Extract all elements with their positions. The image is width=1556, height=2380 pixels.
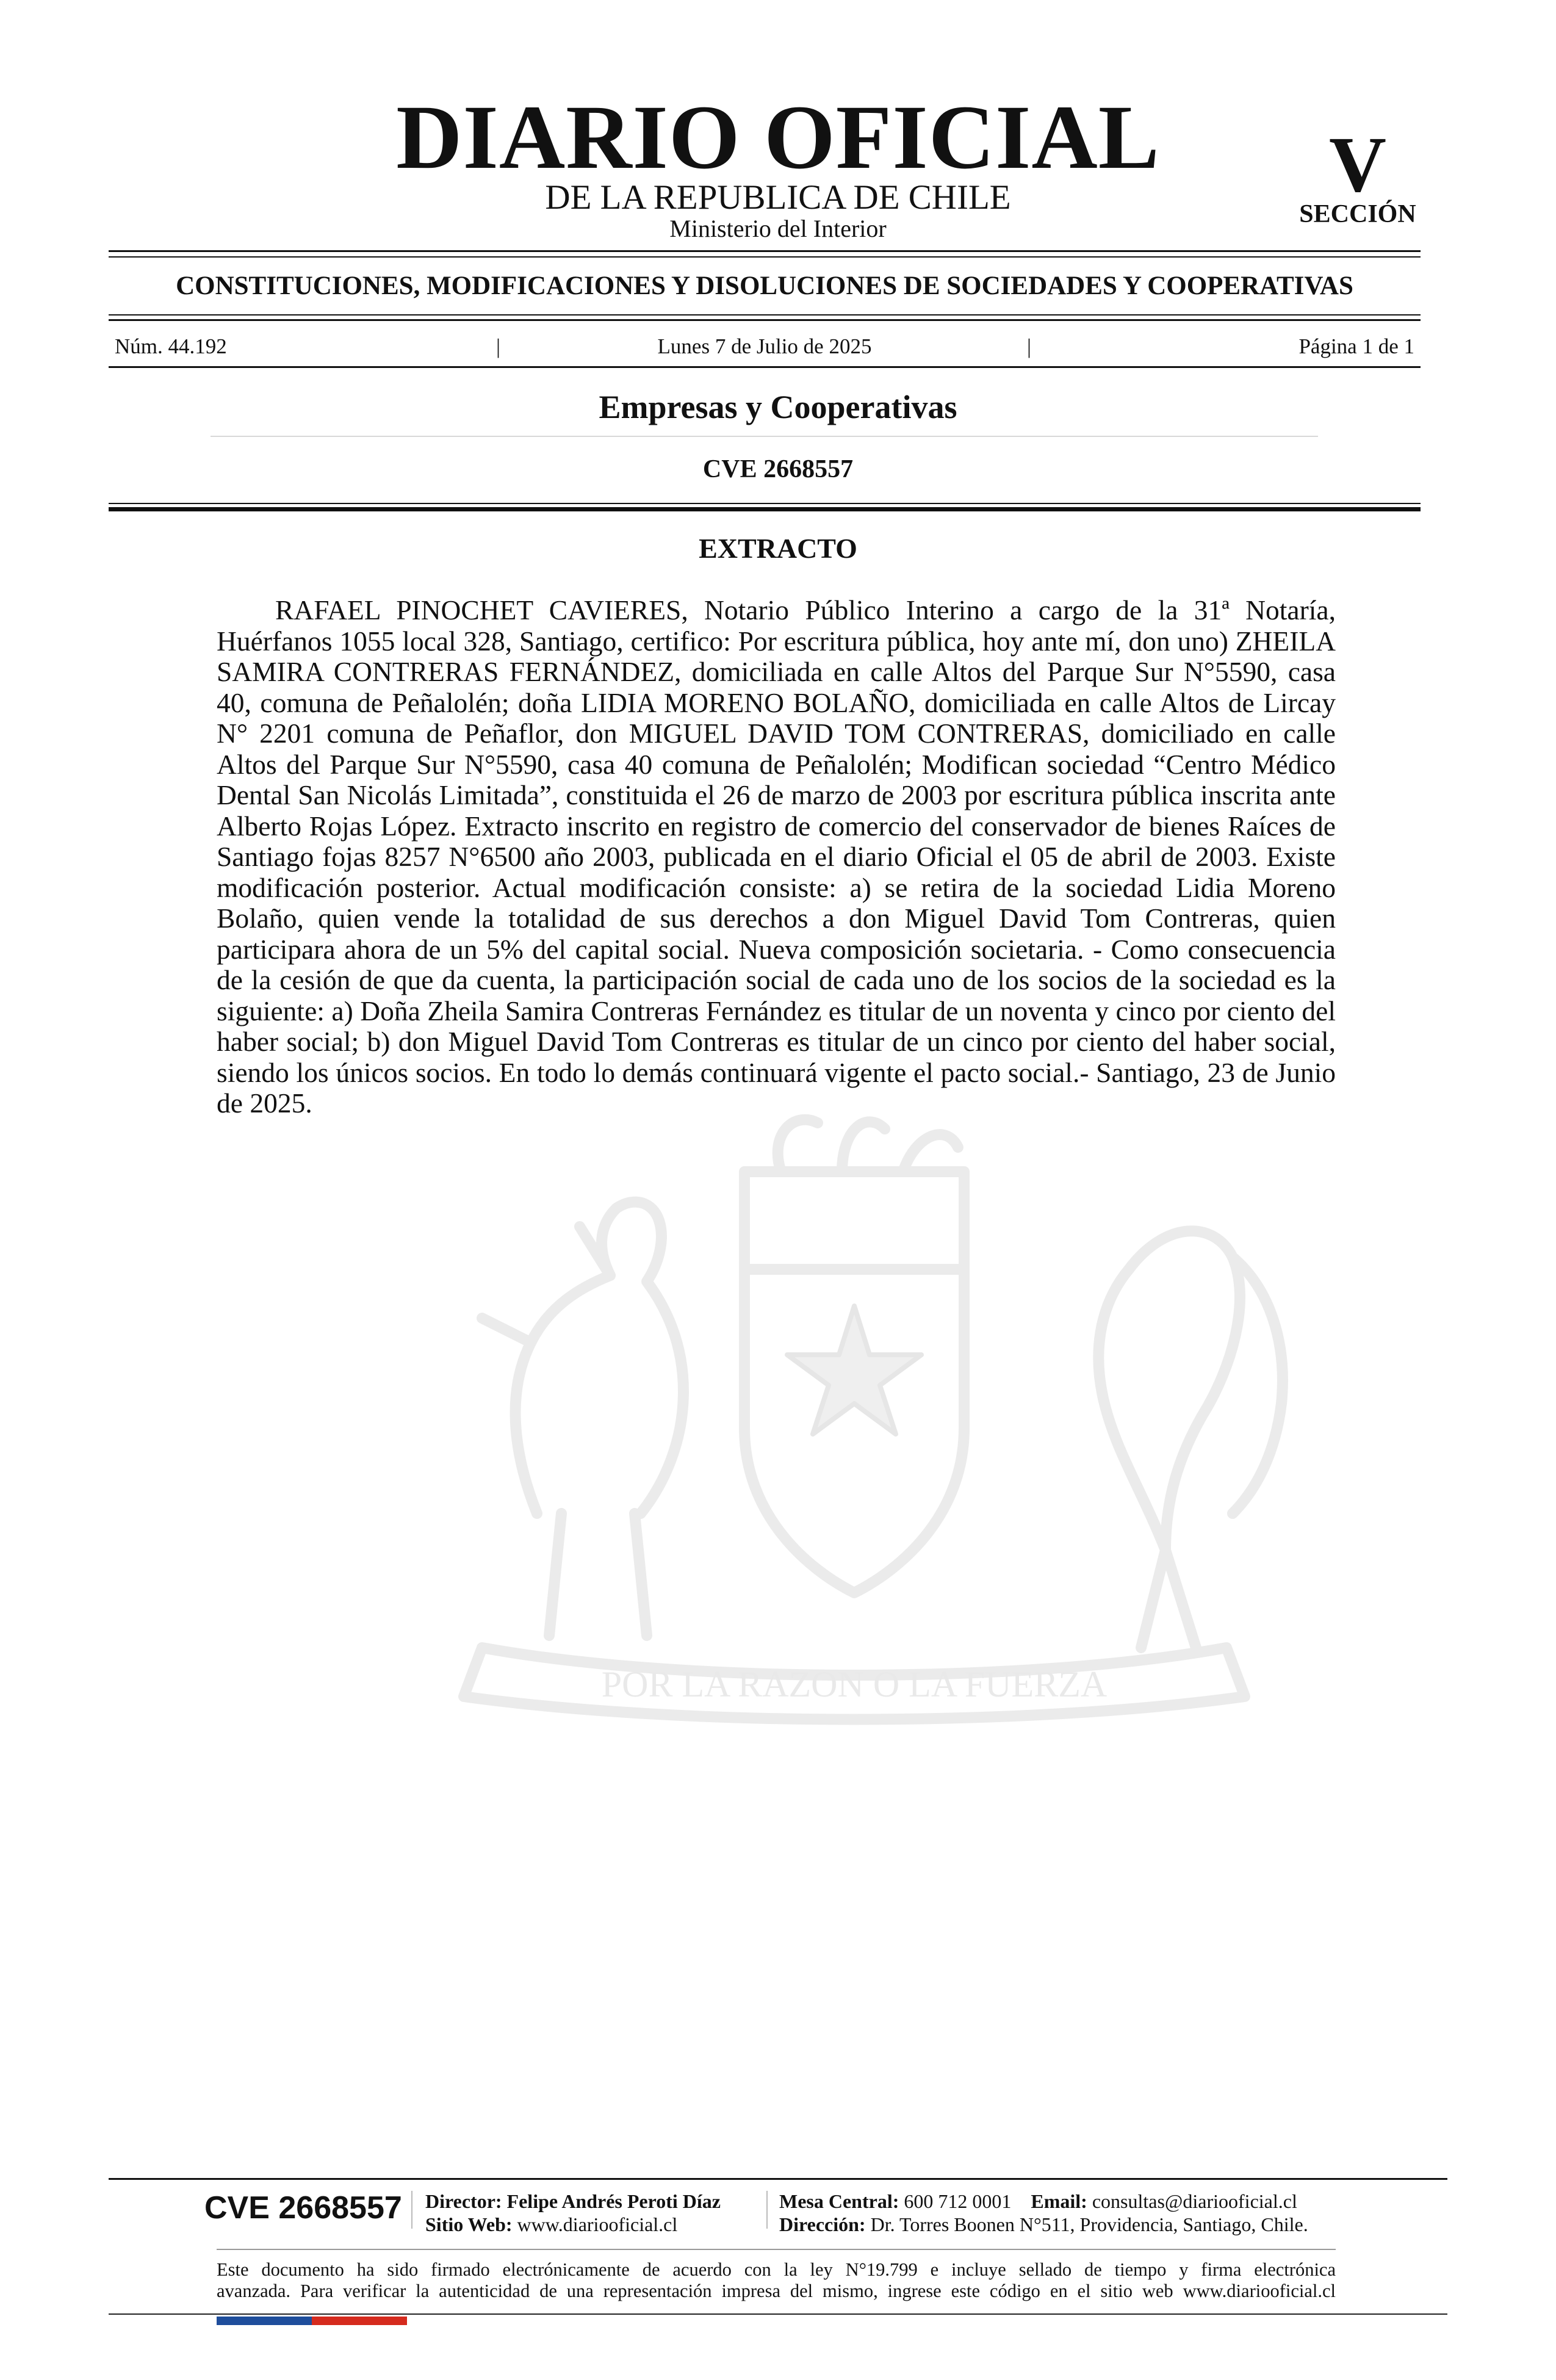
legal-note-line: avanzada. Para verificar la autenticidad de una representación impresa del mismo, ingrese este código en el sitio web www.diariooficial.cl bbox=[217, 2281, 1336, 2301]
footer-cve-code: CVE 2668557 bbox=[204, 2190, 402, 2226]
website-link[interactable]: www.diariooficial.cl bbox=[517, 2213, 678, 2235]
masthead-title: DIARIO OFICIAL bbox=[396, 87, 1160, 188]
issue-number: Núm. 44.192 bbox=[115, 334, 227, 358]
website-label: Sitio Web: bbox=[425, 2213, 513, 2235]
flag-stripe-blue bbox=[217, 2317, 312, 2325]
director-label: Director: bbox=[425, 2190, 502, 2212]
flag-stripe-red bbox=[312, 2317, 407, 2325]
issue-date: Lunes 7 de Julio de 2025 bbox=[657, 334, 872, 358]
issue-bar bbox=[115, 334, 1414, 359]
cve-code: CVE 2668557 bbox=[702, 455, 854, 483]
footer-separator bbox=[766, 2191, 768, 2229]
issue-divider bbox=[109, 366, 1421, 368]
footer-contact-right bbox=[779, 2190, 1308, 2236]
masthead-ministry: Ministerio del Interior bbox=[669, 215, 887, 242]
category-heading: Empresas y Cooperativas bbox=[599, 389, 957, 425]
section-banner: CONSTITUCIONES, MODIFICACIONES Y DISOLUCIONES DE SOCIEDADES Y COOPERATIVAS bbox=[176, 272, 1353, 300]
address-label: Dirección: bbox=[779, 2213, 866, 2235]
footer-contact-left bbox=[425, 2190, 721, 2236]
document-body: RAFAEL PINOCHET CAVIERES, Notario Público Interino a cargo de la 31ª Notaría, Huérfanos 1055 local 328, Santiago, certifico: Por escritura pública, hoy ante mí, don uno) ZHEILA SAMIRA CONTRERAS FERNÁNDEZ, domiciliada en calle Altos del Parque Sur N°5590, casa 40, comuna de Peñalolén; doña LIDIA MORENO BOLAÑO, domiciliada en calle Altos de Lircay N° 2201 comuna de Peñaflor, don MIGUEL DAVID TOM CONTRERAS, domiciliado en calle Altos del Parque Sur N°5590, casa 40 comuna de Peñalolén; Modifican sociedad “Centro Médico Dental San Nicolás Limitada”, constituida el 26 de marzo de 2003 por escritura pública inscrita ante Alberto Rojas López. Extracto inscrito en registro de comercio del conservador de bienes Raíces de Santiago fojas 8257 N°6500 año 2003, publicada en el diario Oficial el 05 de abril de 2003. Existe modificación posterior. Actual modificación consiste: a) se retira de la sociedad Lidia Moreno Bolaño, quien vende la totalidad de sus derechos a don Miguel David Tom Contreras, quien participara ahora de un 5% del capital social. Nueva composición societaria. - Como consecuencia de la cesión de que da cuenta, la participación social de cada uno de los socios de la sociedad es la siguiente: a) Doña Zheila Samira Contreras Fernández es titular de un noventa y cinco por ciento del haber social; b) don Miguel David Tom Contreras es titular de un cinco por ciento del haber social, siendo los únicos socios. En todo lo demás continuará vigente el pacto social.- Santiago, 23 de Junio de 2025. bbox=[217, 594, 1336, 1119]
banner-divider-thin bbox=[109, 314, 1421, 316]
address-value: Dr. Torres Boonen N°511, Providencia, Santiago, Chile. bbox=[870, 2213, 1308, 2235]
section-label: SECCIÓN bbox=[1299, 200, 1416, 228]
issue-page: Página 1 de 1 bbox=[1298, 334, 1414, 358]
category-divider bbox=[211, 436, 1318, 437]
coat-of-arms-watermark bbox=[378, 1086, 1330, 1727]
footer-legal-note bbox=[217, 2259, 1336, 2302]
phone-label: Mesa Central: bbox=[779, 2190, 899, 2212]
masthead-divider-thin bbox=[109, 256, 1421, 258]
issue-separator: | bbox=[1027, 334, 1032, 358]
motto-text: POR LA RAZON O LA FUERZA bbox=[601, 1664, 1108, 1704]
director-value: Felipe Andrés Peroti Díaz bbox=[506, 2190, 721, 2212]
footer-separator bbox=[411, 2191, 412, 2229]
email-link[interactable]: consultas@diariooficial.cl bbox=[1092, 2190, 1297, 2212]
banner-divider bbox=[109, 319, 1421, 321]
cve-divider-thin bbox=[109, 503, 1421, 504]
masthead-divider bbox=[109, 250, 1421, 252]
footer-note-divider bbox=[217, 2249, 1336, 2250]
legal-note-line: Este documento ha sido firmado electrónicamente de acuerdo con la ley N°19.799 e incluye sellado de tiempo y firma electrónica bbox=[217, 2259, 1336, 2280]
email-label: Email: bbox=[1031, 2190, 1087, 2212]
document-title: EXTRACTO bbox=[699, 533, 857, 564]
phone-value: 600 712 0001 bbox=[904, 2190, 1012, 2212]
masthead-subtitle: DE LA REPUBLICA DE CHILE bbox=[545, 178, 1011, 217]
cve-divider-thick bbox=[109, 507, 1421, 511]
footer-divider bbox=[109, 2178, 1447, 2180]
issue-separator: | bbox=[496, 334, 501, 358]
footer-bottom-divider bbox=[109, 2313, 1447, 2315]
section-letter: V bbox=[1329, 121, 1386, 209]
